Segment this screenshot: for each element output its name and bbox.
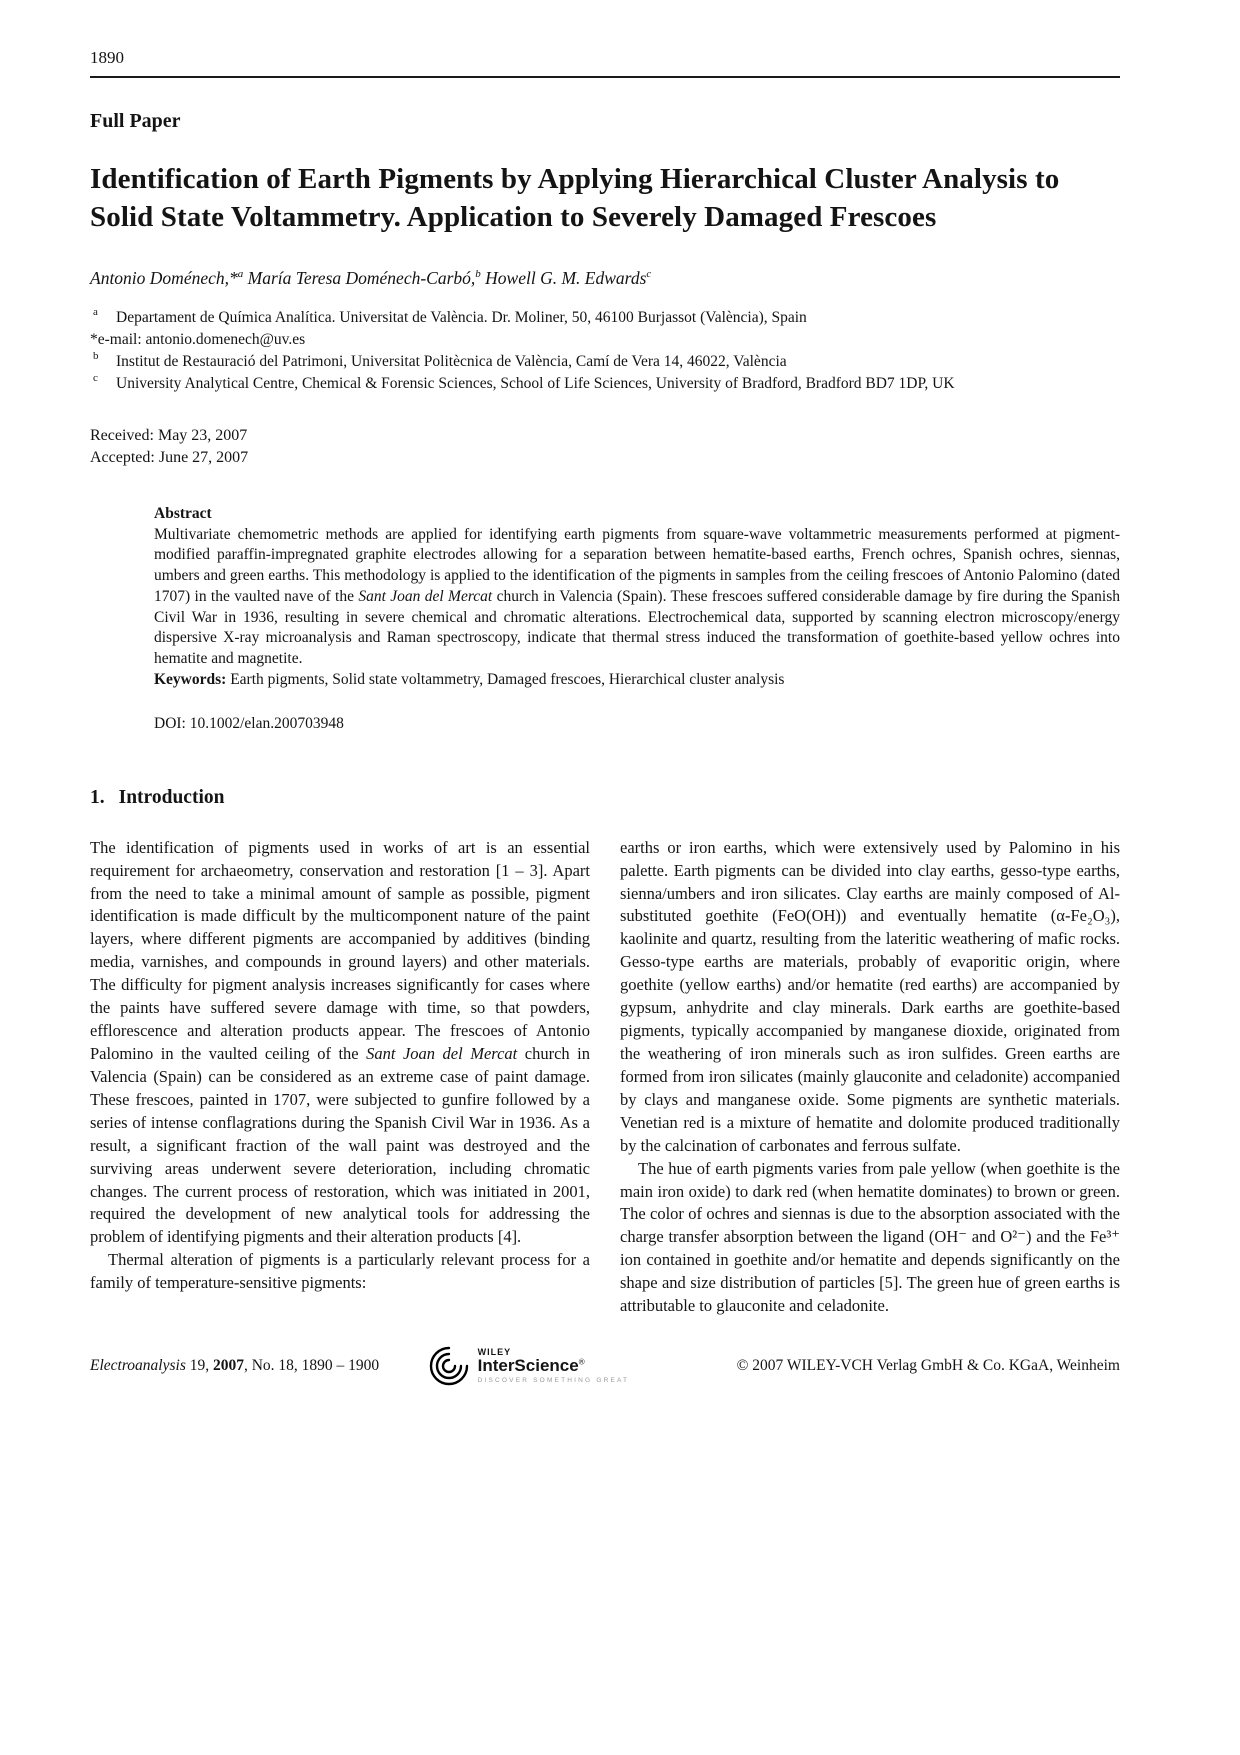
citation-volume: 19,: [185, 1357, 213, 1375]
article-title: Identification of Earth Pigments by Applying Hierarchical Cluster Analysis to Solid State Voltammetry. Application to Severely Damaged Frescoes: [90, 163, 1060, 233]
abstract-section: [154, 505, 1120, 733]
right-column: [620, 837, 1120, 1318]
keywords-text: Earth pigments, Solid state voltammetry, Damaged frescoes, Hierarchical cluster analysis: [226, 670, 785, 688]
affiliation-text: Institut de Restauració del Patrimoni, Universitat Politècnica de València, Camí de Vera 14, 46022, València: [116, 353, 787, 371]
copyright-notice: © 2007 WILEY-VCH Verlag GmbH & Co. KGaA, Weinheim: [736, 1357, 1120, 1375]
article-type-label: Full Paper: [90, 110, 181, 132]
affiliation-marker: c: [93, 372, 98, 385]
abstract-part1: Multivariate chemometric methods are applied for identifying earth pigments from square-wave voltammetric measurements performed at pigment-modified paraffin-impregnated graphite electrodes allowing for a separation between hematite-based earths, French ochres, Spanish ochres, siennas, umbers and green earths. This methodology is applied to the identification of the pigments in samples from the ceiling frescoes of Antonio Palomino (dated 1707) in the vaulted nave of the: [154, 525, 1120, 605]
section-number: 1.: [90, 786, 105, 808]
affiliation-text: Departament de Química Analítica. Universitat de València. Dr. Moliner, 50, 46100 Burjassot (València), Spain: [116, 309, 807, 327]
interscience-brand: InterScience®: [477, 1355, 585, 1375]
author-affiliation-mark: a: [237, 268, 244, 281]
interscience-swirl-icon: [427, 1344, 471, 1388]
page-footer: [90, 1344, 1120, 1388]
citation-pages: , No. 18, 1890 – 1900: [243, 1357, 380, 1375]
two-column-body: [90, 837, 1120, 1318]
logo-tagline: DISCOVER SOMETHING GREAT: [477, 1376, 630, 1384]
keywords-line: [154, 670, 1120, 691]
affiliation-line: [90, 351, 1120, 373]
affiliation-text: University Analytical Centre, Chemical & Forensic Sciences, School of Life Sciences, University of Bradford, Bradford BD7 1DP, UK: [116, 375, 955, 393]
accepted-date: Accepted: June 27, 2007: [90, 448, 249, 466]
interscience-logo-text: [478, 1348, 630, 1385]
affiliation-marker: a: [93, 306, 98, 319]
affiliation-line: [90, 307, 1120, 329]
author-name: Antonio Doménech,*: [90, 268, 238, 289]
page-number: 1890: [90, 48, 124, 67]
author-name: Howell G. M. Edwards: [485, 268, 647, 289]
body-paragraph: earths or iron earths, which were extensively used by Palomino in his palette. Earth pigments can be divided into clay earths, gesso-type earths, sienna/umbers and iron silicates. Clay earths are mainly composed of Al-substituted goethite (FeO(OH)) and eventually hematite (α-Fe₂O₃), kaolinite and quartz, resulting from the lateritic weathering of mafic rocks. Gesso-type earths are materials, probably of evaporitic origin, where goethite (yellow earths) and/or hematite (red earths) are accompanied by gypsum, anhydrite and clay minerals. Dark earths are goethite-based pigments, typically accompanied by manganese dioxide, originated from the weathering of iron minerals such as iron sulfides. Green earths are formed from iron silicates (mainly glauconite and celadonite) accompanied by clays and manganese oxide. Some pigments are synthetic materials. Venetian red is a mixture of hematite and dolomite produced traditionally by the calcination of carbonates and ferrous sulfate.: [620, 837, 1120, 1155]
paragraph-text: church in Valencia (Spain) can be considered as an extreme case of paint damage. These frescoes, painted in 1707, were subjected to gunfire followed by a series of intense conflagrations during the Spanish Civil War in 1936. As a result, a significant fraction of the wall paint was destroyed and the surviving areas underwent severe deterioration, including chromatic changes. The current process of restoration, which was initiated in 2001, required the development of new analytical tools for addressing the problem of identifying pigments and their alteration products [4].: [90, 1043, 590, 1247]
received-date: Received: May 23, 2007: [90, 427, 248, 445]
registered-mark: ®: [578, 1357, 585, 1367]
section-heading-introduction: [90, 787, 1120, 809]
left-column: [90, 837, 590, 1318]
authors-line: [90, 268, 1120, 289]
affiliation-marker: b: [93, 350, 99, 363]
abstract-text: [154, 525, 1120, 670]
abstract-heading: Abstract: [154, 504, 212, 522]
citation-year: 2007: [212, 1357, 244, 1375]
author-name: María Teresa Doménech-Carbó,: [247, 268, 476, 289]
abstract-part2: church in Valencia (Spain). These frescoes suffered considerable damage by fire during the Spanish Civil War in 1936, resulting in severe chemical and chromatic alterations. Electrochemical data, supported by scanning electron microscopy/energy dispersive X-ray microanalysis and Raman spectroscopy, indicate that thermal stress induced the transformation of goethite-based yellow ochres into hematite and magnetite.: [154, 587, 1120, 668]
affiliations-block: [90, 307, 1120, 395]
paragraph-italic-title: Sant Joan del Mercat: [366, 1043, 518, 1063]
paragraph-text: The identification of pigments used in works of art is an essential requirement for archaeometry, conservation and restoration [1 – 3]. Apart from the need to take a minimal amount of sample as possible, pigment identification is made difficult by the multicomponent nature of the paint layers, where different pigments are accompanied by additives (binding media, varnishes, and compounds in ground layers) and other materials. The difficulty for pigment analysis increases significantly for cases where the paints have suffered severe damage with time, so that powders, efflorescence and alteration products appear. The frescoes of Antonio Palomino in the vaulted ceiling of the: [90, 837, 590, 1063]
author-affiliation-mark: c: [646, 268, 652, 281]
dates-block: [90, 425, 1120, 468]
keywords-label: Keywords:: [154, 670, 227, 688]
body-paragraph: The hue of earth pigments varies from pale yellow (when goethite is the main iron oxide) to dark red (when hematite dominates) to brown or green. The color of ochres and siennas is due to the absorption associated with the charge transfer absorption between the ligand (OH⁻ and O²⁻) and the Fe³⁺ ion contained in goethite and/or hematite and depends significantly on the shape and size distribution of particles [5]. The green hue of green earths is attributable to glauconite and celadonite.: [620, 1158, 1120, 1316]
section-title: Introduction: [118, 786, 225, 808]
affiliation-line: [90, 373, 1120, 395]
body-paragraph: Thermal alteration of pigments is a particularly relevant process for a family of temperature-sensitive pigments:: [90, 1250, 590, 1293]
email-line: [90, 329, 1120, 351]
doi-line: DOI: 10.1002/elan.200703948: [154, 714, 344, 732]
body-paragraph: [90, 837, 590, 1250]
journal-citation: [90, 1357, 379, 1375]
email-text: *e-mail: antonio.domenech@uv.es: [90, 331, 306, 349]
author-affiliation-mark: b: [475, 268, 481, 281]
interscience-logo: [427, 1344, 630, 1388]
journal-name: Electroanalysis: [90, 1357, 186, 1375]
abstract-italic-title: Sant Joan del Mercat: [358, 587, 493, 605]
header-rule: [90, 76, 1120, 78]
wiley-brand: WILEY: [477, 1346, 512, 1357]
